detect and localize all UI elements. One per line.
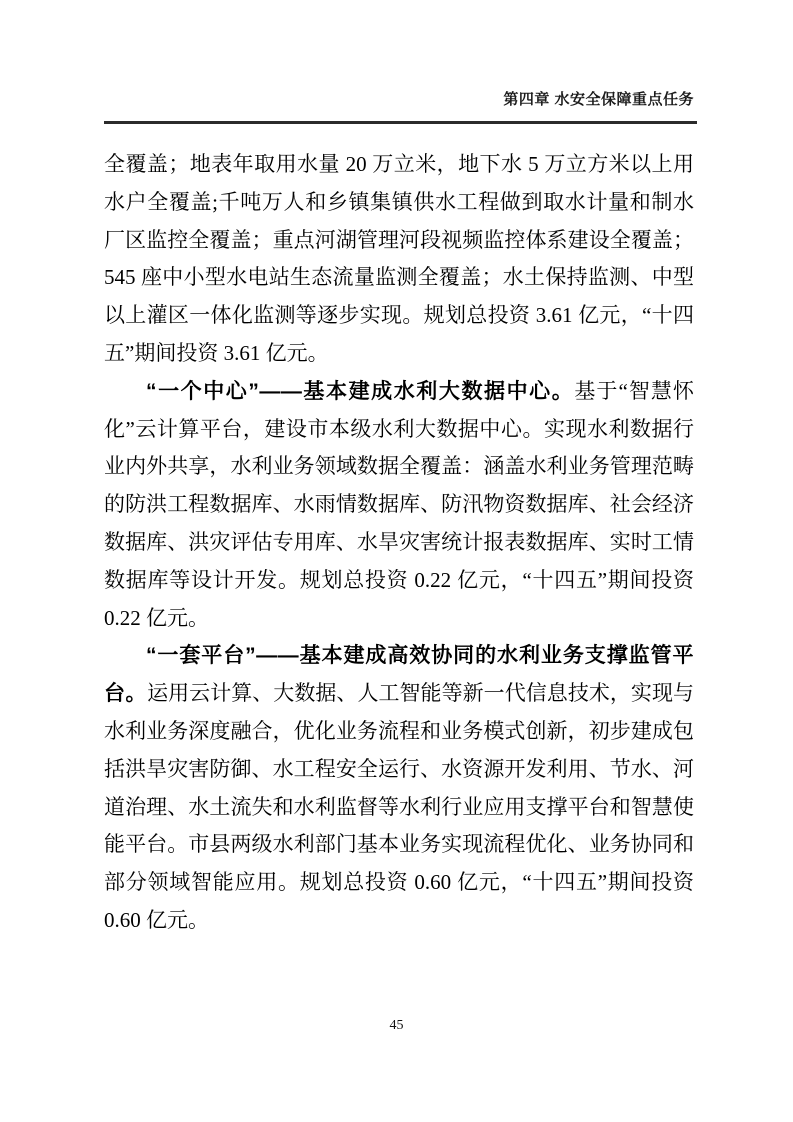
chapter-title: 第四章 水安全保障重点任务 <box>503 91 694 108</box>
page-footer <box>0 1018 793 1034</box>
paragraph <box>104 146 694 373</box>
paragraph <box>104 373 694 638</box>
document-body <box>104 146 694 940</box>
text-run: 全覆盖；地表年取用水量 20 万立米，地下水 5 万立方米以上用水户全覆盖;千吨万人和乡镇集镇供水工程做到取水计量和制水厂区监控全覆盖；重点河湖管理河段视频监控体系建设全覆盖；545 座中小型水电站生态流量监测全覆盖；水土保持监测、中型以上灌区一体化监测等逐步实现。规划总投资 3.61 亿元，“十四五”期间投资 3.61 亿元。 <box>104 152 694 365</box>
text-run: 运用云计算、大数据、人工智能等新一代信息技术，实现与水利业务深度融合，优化业务流程和业务模式创新，初步建成包括洪旱灾害防御、水工程安全运行、水资源开发利用、节水、河道治理、水土流失和水利监督等水利行业应用支撑平台和智慧使能平台。市县两级水利部门基本业务实现流程优化、业务协同和部分领域智能应用。规划总投资 0.60 亿元，“十四五”期间投资 0.60 亿元。 <box>104 681 695 932</box>
paragraph <box>104 637 694 939</box>
header-rule <box>104 121 697 124</box>
text-run: 基于“智慧怀化”云计算平台，建设市本级水利大数据中心。实现水利数据行业内外共享，水利业务领域数据全覆盖：涵盖水利业务管理范畴的防洪工程数据库、水雨情数据库、防汛物资数据库、社会经济数据库、洪灾评估专用库、水旱灾害统计报表数据库、实时工情数据库等设计开发。规划总投资 0.22 亿元，“十四五”期间投资 0.22 亿元。 <box>104 378 694 630</box>
bold-lead-run: “一个中心”——基本建成水利大数据中心。 <box>146 379 575 403</box>
page-number: 45 <box>389 1018 404 1033</box>
bold-lead-run: “一套平台”——基本建成高效协同的水利业务支撑监管平台。 <box>104 644 694 706</box>
